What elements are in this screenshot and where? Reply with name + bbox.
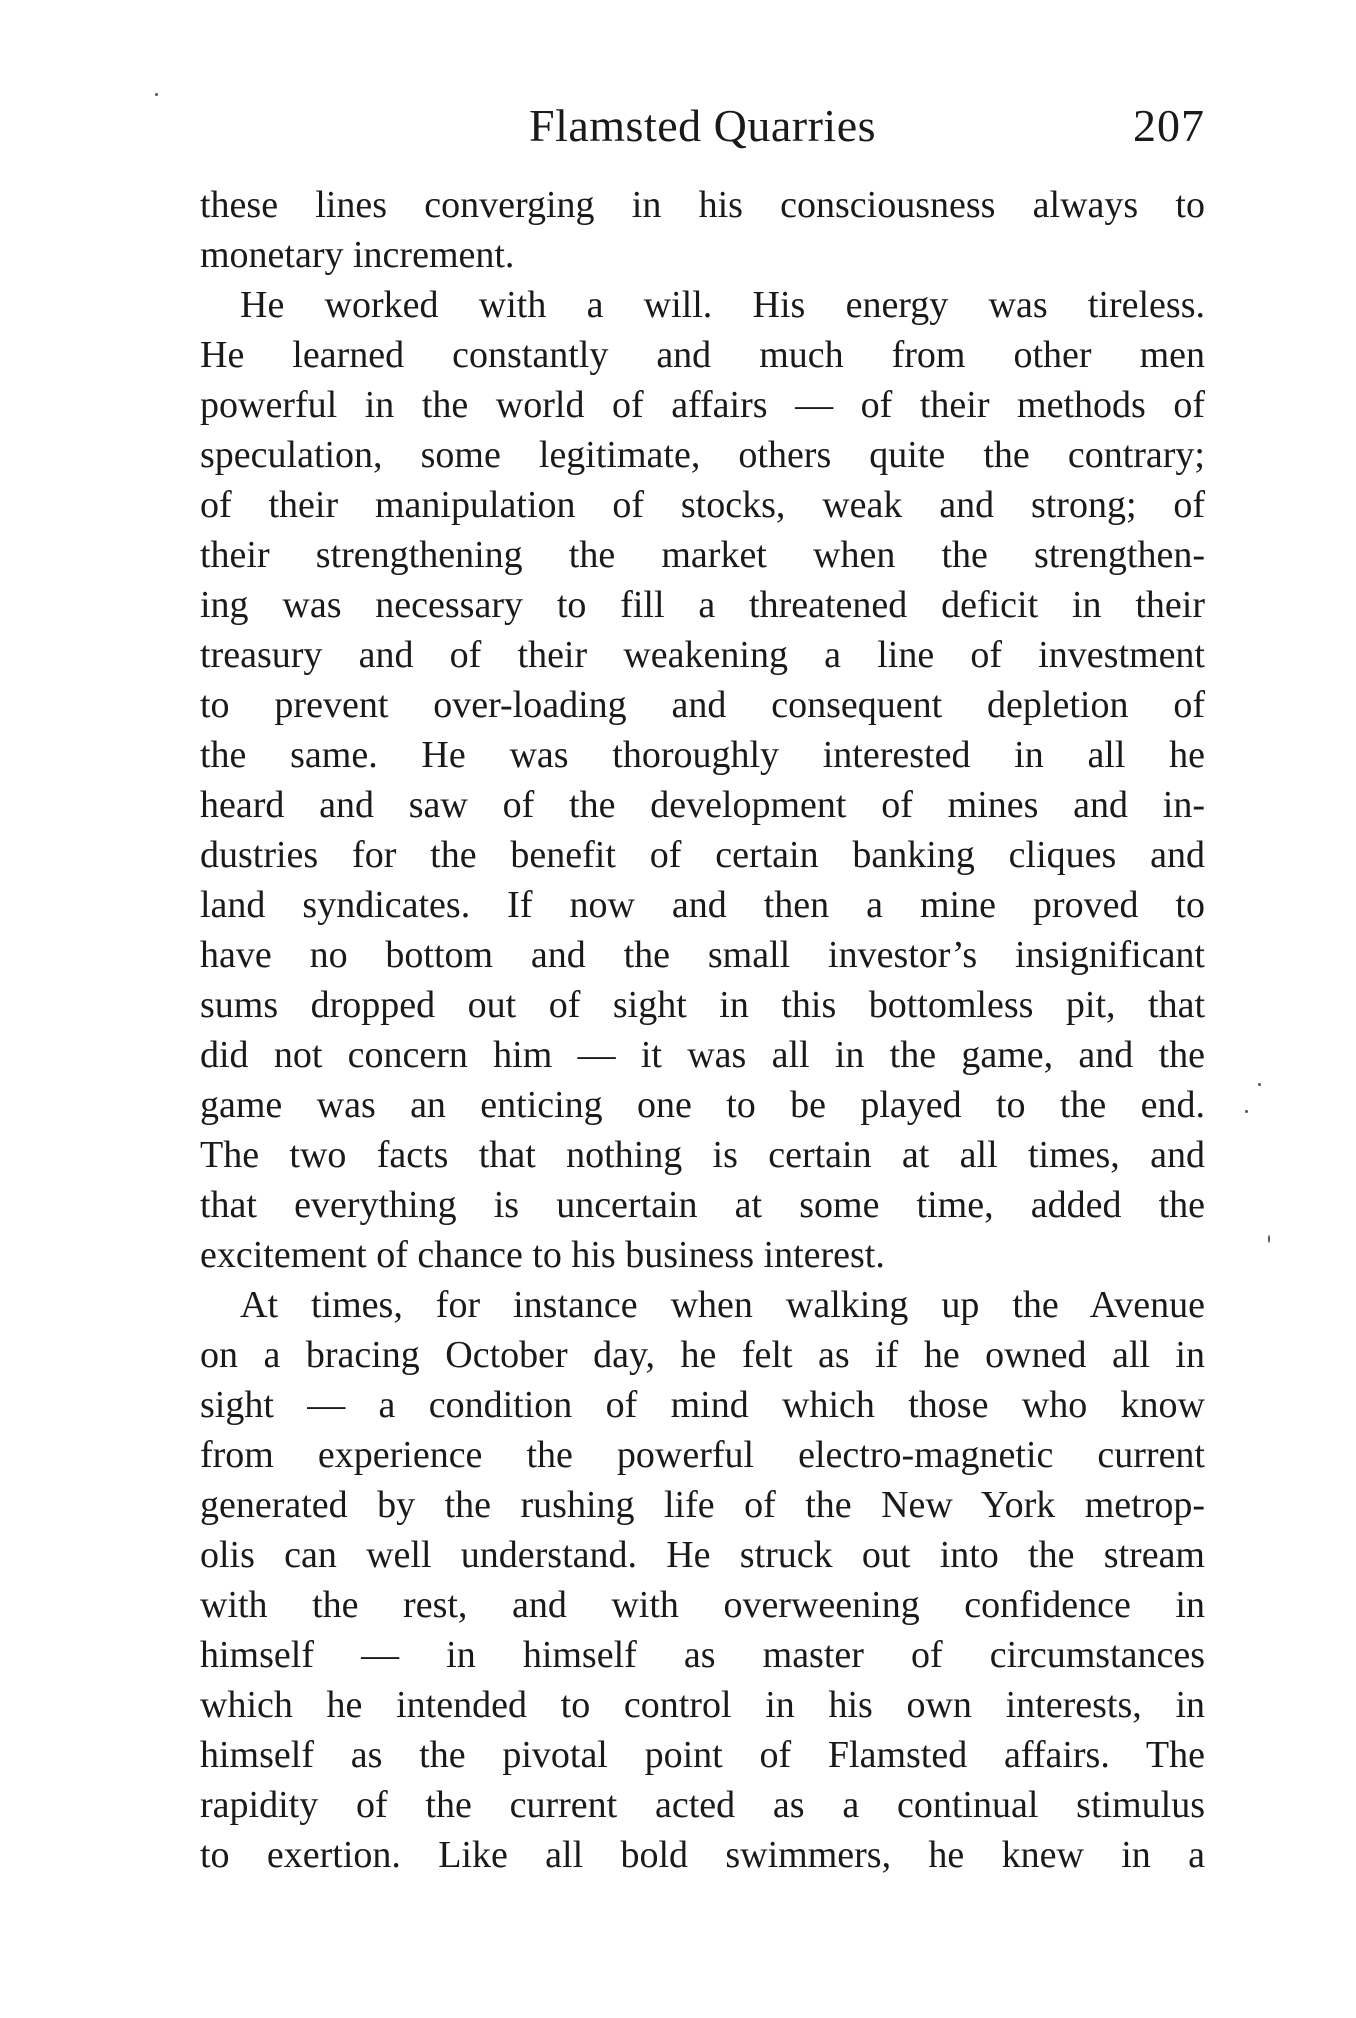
text-line: himself — in himself as master of circumstances (200, 1634, 1205, 1676)
text-line: monetary increment. (200, 234, 515, 276)
text-line: sums dropped out of sight in this bottomless pit, that (200, 984, 1205, 1026)
scan-speck (1245, 1110, 1248, 1113)
text-line: of their manipulation of stocks, weak and strong; of (200, 484, 1205, 526)
text-line: dustries for the benefit of certain banking cliques and (200, 834, 1205, 876)
text-line: their strengthening the market when the strengthen- (200, 534, 1205, 576)
text-line: from experience the powerful electro-magnetic current (200, 1434, 1205, 1476)
text-line: He worked with a will. His energy was tireless. (240, 284, 1205, 326)
text-line: olis can well understand. He struck out into the stream (200, 1534, 1205, 1576)
text-line: generated by the rushing life of the New York metrop- (200, 1484, 1205, 1526)
text-line: sight — a condition of mind which those who know (200, 1384, 1205, 1426)
body-text (200, 180, 1205, 1880)
text-line: game was an enticing one to be played to the end. (200, 1084, 1205, 1126)
text-line: land syndicates. If now and then a mine proved to (200, 884, 1205, 926)
text-line: have no bottom and the small investor’s insignificant (200, 934, 1205, 976)
text-line: to exertion. Like all bold swimmers, he knew in a (200, 1834, 1205, 1876)
text-line: The two facts that nothing is certain at all times, and (200, 1134, 1205, 1176)
scan-speck (1258, 1083, 1261, 1086)
page-header (200, 96, 1205, 156)
page-number: 207 (1133, 100, 1205, 151)
text-line: powerful in the world of affairs — of their methods of (200, 384, 1205, 426)
text-line: speculation, some legitimate, others quite the contrary; (200, 434, 1205, 476)
text-line: these lines converging in his consciousness always to (200, 184, 1205, 226)
text-line: that everything is uncertain at some time, added the (200, 1184, 1205, 1226)
running-title: Flamsted Quarries (528, 100, 877, 151)
scan-speck (1268, 1235, 1270, 1243)
text-line: He learned constantly and much from other men (200, 334, 1205, 376)
text-line: heard and saw of the development of mines and in- (200, 784, 1205, 826)
text-line: did not concern him — it was all in the game, and the (200, 1034, 1205, 1076)
text-line: the same. He was thoroughly interested in all he (200, 734, 1205, 776)
text-line: ing was necessary to fill a threatened deficit in their (200, 584, 1205, 626)
text-line: which he intended to control in his own interests, in (200, 1684, 1205, 1726)
scan-speck (155, 93, 158, 96)
text-line: to prevent over-loading and consequent depletion of (200, 684, 1205, 726)
text-line: excitement of chance to his business interest. (200, 1234, 885, 1276)
text-line: on a bracing October day, he felt as if he owned all in (200, 1334, 1205, 1376)
text-line: with the rest, and with overweening confidence in (200, 1584, 1205, 1626)
text-line: treasury and of their weakening a line of investment (200, 634, 1205, 676)
text-line: At times, for instance when walking up the Avenue (240, 1284, 1205, 1326)
text-line: rapidity of the current acted as a continual stimulus (200, 1784, 1205, 1826)
text-line: himself as the pivotal point of Flamsted affairs. The (200, 1734, 1205, 1776)
